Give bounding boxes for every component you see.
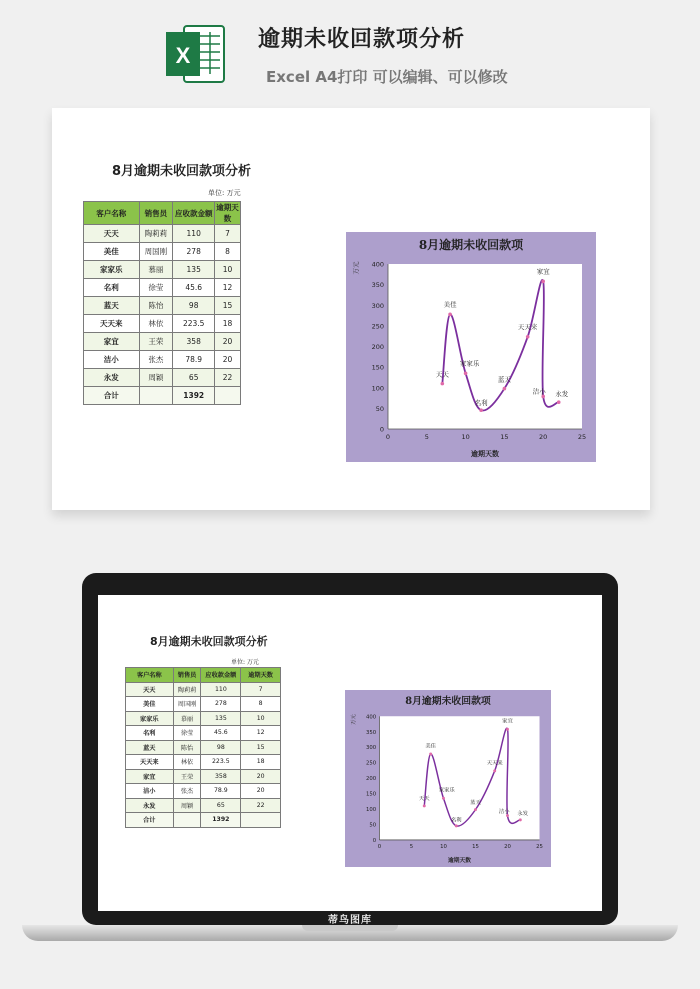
table-row bbox=[84, 243, 241, 261]
x-tick-label: 10 bbox=[461, 433, 470, 441]
data-table bbox=[125, 667, 281, 828]
data-label: 蓝天 bbox=[497, 375, 511, 384]
total-row bbox=[84, 387, 241, 405]
table-row bbox=[84, 297, 241, 315]
table-cell-customer: 名利 bbox=[84, 279, 140, 297]
table-row bbox=[126, 755, 281, 770]
empty-cell bbox=[215, 387, 241, 405]
table-cell-amount: 358 bbox=[201, 769, 241, 784]
table-cell-amount: 45.6 bbox=[173, 279, 215, 297]
x-tick-label: 20 bbox=[504, 844, 511, 851]
y-tick-label: 0 bbox=[379, 425, 384, 434]
chart bbox=[346, 232, 596, 462]
table-cell-days: 7 bbox=[215, 225, 241, 243]
y-tick-label: 50 bbox=[369, 822, 377, 829]
table-row bbox=[126, 711, 281, 726]
chart bbox=[345, 690, 551, 867]
column-header: 逾期天数 bbox=[241, 668, 281, 683]
y-tick-label: 300 bbox=[371, 301, 384, 310]
table-cell-sales: 陶莉莉 bbox=[139, 225, 173, 243]
x-tick-label: 15 bbox=[472, 844, 479, 851]
table-cell-amount: 358 bbox=[173, 333, 215, 351]
table-cell-amount: 65 bbox=[173, 369, 215, 387]
data-label: 天天 bbox=[435, 370, 449, 379]
table-cell-sales: 林依 bbox=[139, 315, 173, 333]
table-row bbox=[126, 682, 281, 697]
table-row bbox=[84, 351, 241, 369]
table-cell-days: 15 bbox=[241, 740, 281, 755]
empty-cell bbox=[173, 813, 201, 828]
y-tick-label: 400 bbox=[365, 714, 377, 721]
table-cell-amount: 278 bbox=[173, 243, 215, 261]
page-title: 逾期未收回款项分析 bbox=[258, 27, 466, 52]
y-tick-label: 100 bbox=[365, 807, 377, 814]
data-label: 天天 bbox=[418, 796, 430, 803]
column-header: 客户名称 bbox=[126, 668, 174, 683]
table-cell-days: 20 bbox=[215, 333, 241, 351]
excel-icon bbox=[164, 22, 226, 86]
data-label: 家宜 bbox=[536, 267, 550, 276]
x-axis-label: 逾期天数 bbox=[471, 450, 499, 458]
x-tick-label: 15 bbox=[500, 433, 509, 441]
table-row bbox=[126, 726, 281, 741]
data-point bbox=[526, 335, 530, 339]
y-tick-label: 50 bbox=[375, 404, 384, 413]
table-cell-sales: 徐莹 bbox=[139, 279, 173, 297]
data-point bbox=[493, 769, 496, 772]
sheet-preview-card bbox=[52, 108, 650, 510]
page-subtitle: Excel A4打印 可以编辑、可以修改 bbox=[266, 68, 508, 86]
data-label: 永发 bbox=[555, 390, 569, 399]
y-tick-label: 350 bbox=[365, 729, 377, 736]
x-tick-label: 0 bbox=[385, 433, 391, 441]
data-point bbox=[442, 797, 445, 800]
data-point bbox=[441, 382, 445, 386]
table-row bbox=[126, 740, 281, 755]
table-cell-amount: 135 bbox=[201, 711, 241, 726]
x-tick-label: 25 bbox=[577, 433, 587, 441]
table-cell-customer: 蓝天 bbox=[84, 297, 140, 315]
y-tick-label: 150 bbox=[365, 791, 377, 798]
table-cell-customer: 家宜 bbox=[126, 769, 174, 784]
y-axis-label: 万元 bbox=[350, 714, 357, 725]
data-label: 天天来 bbox=[486, 760, 503, 767]
column-header: 应收款金额 bbox=[173, 202, 215, 225]
table-cell-customer: 名利 bbox=[126, 726, 174, 741]
laptop-screen bbox=[98, 595, 602, 911]
x-tick-label: 5 bbox=[409, 844, 414, 851]
table-cell-sales: 林依 bbox=[173, 755, 201, 770]
table-cell-amount: 78.9 bbox=[173, 351, 215, 369]
data-label: 洁小 bbox=[498, 809, 510, 816]
table-cell-amount: 98 bbox=[201, 740, 241, 755]
table-cell-customer: 美佳 bbox=[84, 243, 140, 261]
table-row bbox=[126, 697, 281, 712]
data-label: 天天来 bbox=[517, 322, 538, 331]
data-point bbox=[503, 387, 507, 391]
table-cell-customer: 蓝天 bbox=[126, 740, 174, 755]
data-point bbox=[474, 808, 477, 811]
table-cell-days: 22 bbox=[215, 369, 241, 387]
column-header: 逾期天数 bbox=[216, 203, 239, 223]
data-label: 名利 bbox=[450, 817, 462, 824]
table-cell-days: 10 bbox=[241, 711, 281, 726]
x-axis-label: 逾期天数 bbox=[448, 858, 471, 865]
table-cell-amount: 78.9 bbox=[201, 784, 241, 799]
table-row bbox=[84, 261, 241, 279]
table-row bbox=[84, 333, 241, 351]
table-cell-amount: 223.5 bbox=[201, 755, 241, 770]
table-cell-sales: 张杰 bbox=[173, 784, 201, 799]
table-cell-customer: 天天 bbox=[126, 682, 174, 697]
total-value: 1392 bbox=[173, 387, 215, 405]
data-label: 美佳 bbox=[443, 300, 457, 309]
table-cell-days: 10 bbox=[215, 261, 241, 279]
y-tick-label: 0 bbox=[372, 837, 377, 844]
table-cell-days: 20 bbox=[241, 784, 281, 799]
table-cell-sales: 周国刚 bbox=[173, 697, 201, 712]
data-label: 家家乐 bbox=[438, 787, 455, 794]
table-cell-sales: 慕丽 bbox=[139, 261, 173, 279]
data-label: 美佳 bbox=[425, 743, 437, 750]
table-cell-sales: 周颖 bbox=[139, 369, 173, 387]
table-cell-customer: 永发 bbox=[126, 798, 174, 813]
data-point bbox=[519, 818, 522, 821]
table-cell-amount: 110 bbox=[201, 682, 241, 697]
column-header: 销售员 bbox=[139, 202, 173, 225]
unit-label: 单位: 万元 bbox=[231, 659, 259, 666]
sheet-title: 8月逾期未收回款项分析 bbox=[150, 635, 268, 648]
table-cell-days: 18 bbox=[241, 755, 281, 770]
data-point bbox=[541, 280, 545, 284]
x-tick-label: 20 bbox=[539, 433, 548, 441]
table-cell-amount: 110 bbox=[173, 225, 215, 243]
table-cell-days: 7 bbox=[241, 682, 281, 697]
data-label: 家家乐 bbox=[459, 359, 480, 368]
data-point bbox=[479, 408, 483, 412]
sheet-title: 8月逾期未收回款项分析 bbox=[112, 164, 252, 179]
table-cell-sales: 张杰 bbox=[139, 351, 173, 369]
table-cell-days: 12 bbox=[241, 726, 281, 741]
data-label: 永发 bbox=[517, 810, 529, 817]
table-cell-customer: 美佳 bbox=[126, 697, 174, 712]
table-row bbox=[84, 225, 241, 243]
table-cell-customer: 家家乐 bbox=[126, 711, 174, 726]
table-cell-sales: 徐莹 bbox=[173, 726, 201, 741]
column-header: 应收款金额 bbox=[201, 668, 241, 683]
empty-cell bbox=[241, 813, 281, 828]
table-cell-days: 8 bbox=[241, 697, 281, 712]
y-tick-label: 300 bbox=[365, 745, 377, 752]
table-cell-amount: 278 bbox=[201, 697, 241, 712]
data-point bbox=[448, 313, 452, 317]
table-cell-customer: 天天来 bbox=[126, 755, 174, 770]
data-table bbox=[83, 201, 241, 405]
table-cell-customer: 天天 bbox=[84, 225, 140, 243]
table-cell-sales: 慕丽 bbox=[173, 711, 201, 726]
y-tick-label: 350 bbox=[371, 281, 384, 290]
table-cell-customer: 家宜 bbox=[84, 333, 140, 351]
x-tick-label: 10 bbox=[440, 844, 447, 851]
table-cell-sales: 陈怡 bbox=[173, 740, 201, 755]
table-cell-days: 12 bbox=[215, 279, 241, 297]
chart-title: 8月逾期未收回款项 bbox=[405, 695, 491, 707]
data-point bbox=[557, 400, 561, 404]
table-cell-amount: 223.5 bbox=[173, 315, 215, 333]
watermark-brand: 蒂鸟图库 bbox=[328, 915, 372, 926]
x-tick-label: 5 bbox=[424, 433, 429, 441]
table-cell-sales: 陶莉莉 bbox=[173, 682, 201, 697]
total-label: 合计 bbox=[126, 813, 174, 828]
table-cell-customer: 天天来 bbox=[84, 315, 140, 333]
table-cell-days: 20 bbox=[241, 769, 281, 784]
table-cell-sales: 周颖 bbox=[173, 798, 201, 813]
table-row bbox=[84, 315, 241, 333]
table-cell-amount: 45.6 bbox=[201, 726, 241, 741]
total-value: 1392 bbox=[201, 813, 241, 828]
table-cell-customer: 洁小 bbox=[84, 351, 140, 369]
y-tick-label: 250 bbox=[365, 760, 377, 767]
total-label: 合计 bbox=[84, 387, 140, 405]
unit-label: 单位: 万元 bbox=[208, 189, 241, 197]
data-label: 蓝天 bbox=[470, 799, 481, 806]
table-cell-customer: 永发 bbox=[84, 369, 140, 387]
table-cell-customer: 洁小 bbox=[126, 784, 174, 799]
data-point bbox=[423, 804, 426, 807]
table-cell-sales: 陈怡 bbox=[139, 297, 173, 315]
table-cell-amount: 135 bbox=[173, 261, 215, 279]
data-point bbox=[429, 752, 432, 755]
table-cell-days: 20 bbox=[215, 351, 241, 369]
y-tick-label: 200 bbox=[365, 776, 377, 783]
data-label: 家宜 bbox=[502, 718, 513, 725]
table-row bbox=[84, 279, 241, 297]
table-row bbox=[84, 369, 241, 387]
data-label: 洁小 bbox=[532, 387, 546, 396]
x-tick-label: 0 bbox=[377, 844, 382, 851]
table-cell-sales: 王荣 bbox=[173, 769, 201, 784]
x-tick-label: 25 bbox=[536, 844, 543, 851]
table-cell-days: 15 bbox=[215, 297, 241, 315]
data-point bbox=[455, 824, 458, 827]
table-row bbox=[126, 769, 281, 784]
column-header: 销售员 bbox=[173, 668, 201, 683]
y-tick-label: 400 bbox=[371, 260, 384, 269]
y-tick-label: 250 bbox=[371, 322, 384, 331]
table-cell-sales: 王荣 bbox=[139, 333, 173, 351]
table-cell-sales: 周国刚 bbox=[139, 243, 173, 261]
table-cell-days: 18 bbox=[215, 315, 241, 333]
y-tick-label: 200 bbox=[371, 343, 384, 351]
data-label: 名利 bbox=[474, 399, 488, 408]
page-header bbox=[0, 0, 700, 100]
svg-text:X: X bbox=[175, 43, 191, 68]
table-cell-amount: 98 bbox=[173, 297, 215, 315]
chart-title: 8月逾期未收回款项 bbox=[418, 238, 524, 252]
column-header: 客户名称 bbox=[84, 202, 140, 225]
table-row bbox=[126, 784, 281, 799]
data-point bbox=[464, 372, 468, 376]
data-point bbox=[506, 728, 509, 731]
table-cell-amount: 65 bbox=[201, 798, 241, 813]
table-row bbox=[126, 798, 281, 813]
empty-cell bbox=[139, 387, 173, 405]
y-tick-label: 150 bbox=[371, 363, 384, 372]
table-cell-customer: 家家乐 bbox=[84, 261, 140, 279]
y-axis-label: 万元 bbox=[352, 261, 360, 275]
total-row bbox=[126, 813, 281, 828]
y-tick-label: 100 bbox=[371, 384, 384, 393]
table-cell-days: 8 bbox=[215, 243, 241, 261]
table-cell-days: 22 bbox=[241, 798, 281, 813]
